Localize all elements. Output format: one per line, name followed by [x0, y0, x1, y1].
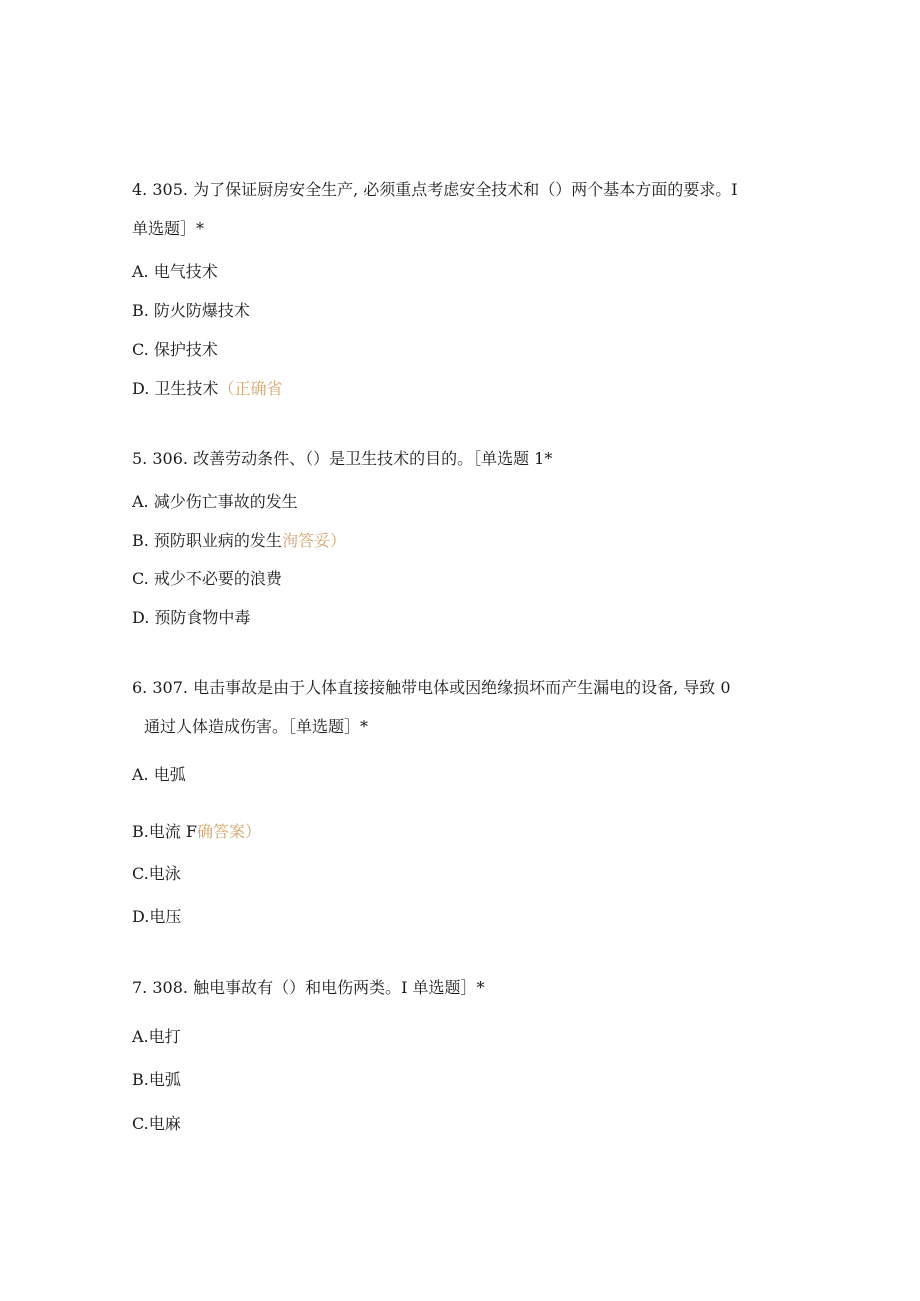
option-text: C.电麻: [132, 1114, 181, 1133]
question-4-option-d[interactable]: [132, 379, 282, 399]
question-5-option-c[interactable]: [132, 569, 282, 589]
option-text: B. 防火防爆技术: [132, 301, 250, 320]
option-text: B.电弧: [132, 1070, 181, 1089]
option-text: B. 预防职业病的发生: [132, 531, 282, 550]
correct-answer-note: 洵答妥）: [281, 531, 346, 550]
question-5-option-a[interactable]: [132, 492, 298, 512]
question-4-option-a[interactable]: [132, 262, 218, 282]
question-4-stem-line-1: 4. 305. 为了保证厨房安全生产, 必须重点考虑安全技术和（）两个基本方面的要求。I: [132, 180, 738, 199]
question-6-option-d[interactable]: [132, 907, 181, 927]
question-5-option-b[interactable]: [132, 531, 346, 551]
question-6-stem-line-2: 通过人体造成伤害。［单选题］*: [144, 717, 369, 736]
correct-answer-note: （正确省: [218, 379, 283, 398]
option-text: D. 预防食物中毒: [132, 608, 251, 627]
option-text: C. 保护技术: [132, 340, 218, 359]
question-7-stem-line-1: 7. 308. 触电事故有（）和电伤两类。I 单选题］*: [132, 978, 485, 997]
option-text: A. 电气技术: [132, 262, 218, 281]
option-text: A.电打: [132, 1027, 181, 1046]
question-4-option-b[interactable]: [132, 301, 250, 321]
option-text: C. 戒少不必要的浪费: [132, 569, 282, 588]
question-6-stem-line-1: 6. 307. 电击事故是由于人体直接接触带电体或因绝缘损坏而产生漏电的设备, 导致 0: [132, 678, 731, 697]
option-text: B.电流 F: [132, 822, 198, 841]
question-4-stem-line-2: 单选题］*: [132, 219, 205, 238]
question-5-option-d[interactable]: [132, 608, 250, 628]
question-4-option-c[interactable]: [132, 340, 218, 360]
option-text: D. 卫生技术: [132, 379, 219, 398]
option-text: C.电泳: [132, 864, 181, 883]
question-5-stem-line-1: 5. 306. 改善劳动条件、（）是卫生技术的目的。［单选题 1*: [132, 449, 553, 468]
question-7-option-b[interactable]: [132, 1070, 181, 1090]
option-text: A. 电弧: [132, 765, 186, 784]
question-6-option-a[interactable]: [132, 765, 186, 785]
question-7-option-c[interactable]: [132, 1114, 181, 1134]
question-6-option-b[interactable]: [132, 822, 261, 842]
correct-answer-note: 确答案）: [197, 822, 262, 841]
option-text: A. 减少伤亡事故的发生: [132, 492, 298, 511]
question-7-option-a[interactable]: [132, 1027, 181, 1047]
question-6-option-c[interactable]: [132, 864, 181, 884]
option-text: D.电压: [132, 907, 182, 926]
